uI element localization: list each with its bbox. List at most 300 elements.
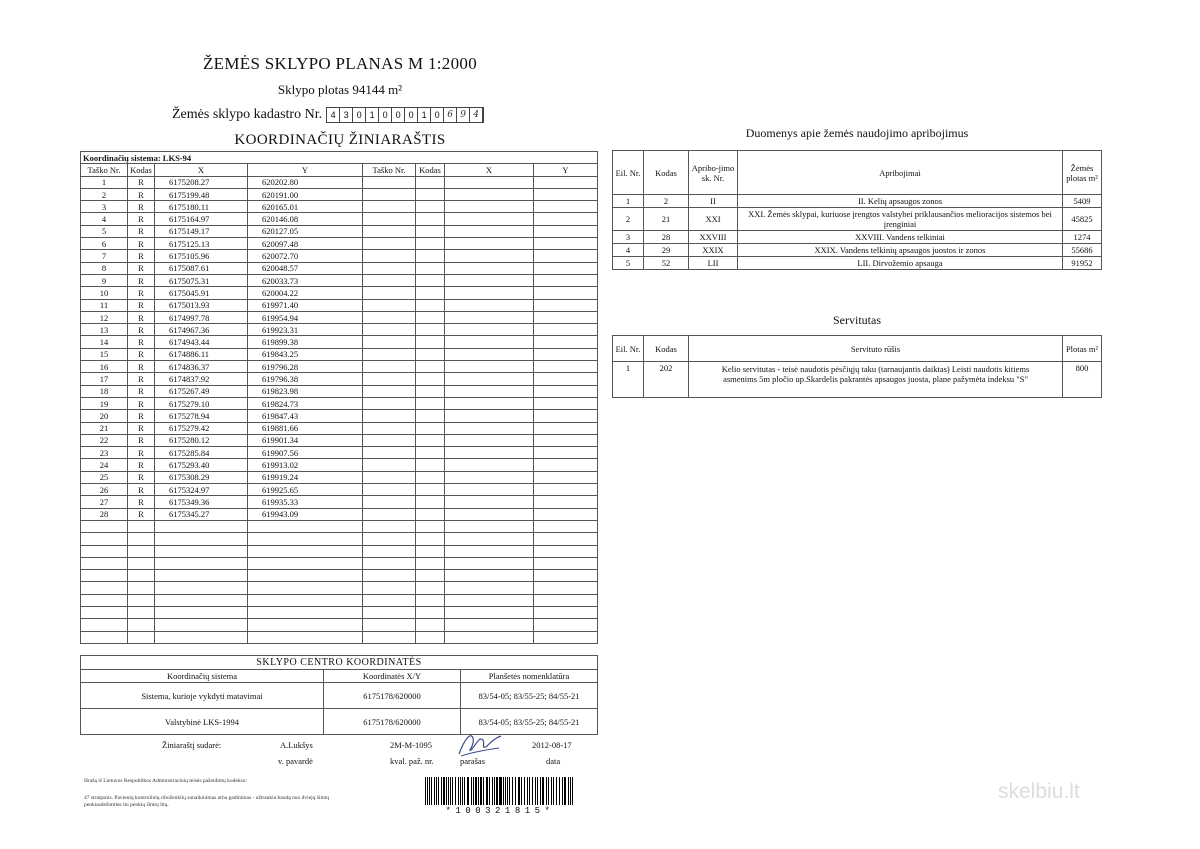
table-cell: 619971.40 — [248, 299, 363, 311]
footnote-line: 47 straipsnis. Pavienių kontrolinių riboženklių sunaikinimas arba gadinimas - užtraukia baudą nuo dviejų šimtų penkiasdešimties iki penkių šimtų litų. — [84, 795, 330, 808]
table-cell — [416, 262, 445, 274]
license-caption: kval. paž. nr. — [390, 756, 434, 766]
table-cell — [416, 594, 445, 606]
table-cell — [416, 397, 445, 409]
table-cell: 21 — [644, 208, 689, 231]
table-cell — [416, 213, 445, 225]
table-cell: LII. Dirvožemio apsauga — [738, 257, 1063, 270]
table-cell — [416, 299, 445, 311]
table-cell — [416, 520, 445, 532]
table-cell: 4 — [81, 213, 128, 225]
table-cell: 15 — [81, 348, 128, 360]
table-cell — [534, 299, 598, 311]
table-cell: 6174943.44 — [155, 336, 248, 348]
table-cell: 6175208.27 — [155, 176, 248, 188]
table-cell — [416, 508, 445, 520]
table-cell: 6175125.13 — [155, 238, 248, 250]
table-cell — [248, 570, 363, 582]
table-cell — [534, 582, 598, 594]
table-cell: 20 — [81, 410, 128, 422]
table-row — [81, 545, 598, 557]
table-cell — [445, 361, 534, 373]
table-cell — [534, 447, 598, 459]
table-cell — [534, 631, 598, 643]
table-cell — [534, 570, 598, 582]
table-cell — [416, 361, 445, 373]
table-cell — [445, 311, 534, 323]
table-cell — [534, 213, 598, 225]
table-row — [81, 471, 598, 483]
table-row — [613, 362, 1102, 398]
table-cell: 45825 — [1063, 208, 1102, 231]
table-cell: 6175349.36 — [155, 496, 248, 508]
table-row — [81, 213, 598, 225]
table-cell — [416, 225, 445, 237]
table-cell: 619796.38 — [248, 373, 363, 385]
table-cell: R — [128, 311, 155, 323]
cadastre-digit: 0 — [379, 108, 392, 122]
legal-footnote — [84, 778, 344, 809]
table-cell — [445, 594, 534, 606]
table-cell — [248, 619, 363, 631]
table-cell: R — [128, 422, 155, 434]
table-cell: R — [128, 324, 155, 336]
restr-header: Kodas — [644, 151, 689, 195]
table-cell — [534, 410, 598, 422]
table-cell — [416, 422, 445, 434]
restr-header: Eil. Nr. — [613, 151, 644, 195]
col-header: Kodas — [128, 164, 155, 176]
table-cell — [534, 545, 598, 557]
table-cell — [128, 582, 155, 594]
table-cell: 2 — [644, 195, 689, 208]
table-cell — [363, 213, 416, 225]
table-cell — [363, 201, 416, 213]
table-cell: 620004.22 — [248, 287, 363, 299]
table-cell: 6174997.78 — [155, 311, 248, 323]
table-cell — [445, 459, 534, 471]
table-row — [81, 238, 598, 250]
table-cell — [155, 520, 248, 532]
table-row — [81, 447, 598, 459]
table-cell: 16 — [81, 361, 128, 373]
table-cell — [363, 348, 416, 360]
table-cell: R — [128, 176, 155, 188]
document-title: ŽEMĖS SKLYPO PLANAS M 1:2000 — [202, 54, 477, 73]
table-cell — [363, 250, 416, 262]
table-cell: R — [128, 201, 155, 213]
table-cell — [445, 619, 534, 631]
table-cell: 619935.33 — [248, 496, 363, 508]
table-cell — [363, 570, 416, 582]
cadastre-digit: 4 — [470, 108, 483, 122]
table-cell: 28 — [644, 231, 689, 244]
table-cell — [416, 385, 445, 397]
table-cell: 6174836.37 — [155, 361, 248, 373]
table-cell — [445, 336, 534, 348]
table-cell — [81, 619, 128, 631]
table-cell — [416, 274, 445, 286]
table-cell — [534, 471, 598, 483]
table-cell — [363, 287, 416, 299]
table-row — [81, 188, 598, 200]
table-cell — [363, 311, 416, 323]
table-row — [81, 225, 598, 237]
table-cell: 6175087.61 — [155, 262, 248, 274]
table-cell — [445, 508, 534, 520]
table-cell — [363, 324, 416, 336]
table-cell — [416, 373, 445, 385]
table-cell: 619796.28 — [248, 361, 363, 373]
center-cell: 6175178/620000 — [324, 709, 461, 735]
compiler-name: A.Lukšys — [280, 740, 313, 750]
table-cell — [445, 570, 534, 582]
table-cell — [445, 373, 534, 385]
table-cell — [416, 631, 445, 643]
table-cell — [81, 606, 128, 618]
table-cell — [155, 557, 248, 569]
center-cell: 83/54-05; 83/55-25; 84/55-21 — [461, 683, 598, 709]
table-cell — [155, 594, 248, 606]
table-cell — [445, 201, 534, 213]
table-cell — [416, 582, 445, 594]
compiler-name-caption: v. pavardė — [278, 756, 313, 766]
table-cell: 619923.31 — [248, 324, 363, 336]
table-cell — [534, 594, 598, 606]
table-cell: 6174886.11 — [155, 348, 248, 360]
table-cell: 5 — [81, 225, 128, 237]
table-cell — [363, 176, 416, 188]
col-header: Kodas — [416, 164, 445, 176]
table-cell — [363, 496, 416, 508]
table-cell: 2 — [613, 208, 644, 231]
table-cell — [445, 385, 534, 397]
table-row — [81, 410, 598, 422]
table-cell: 6175345.27 — [155, 508, 248, 520]
table-cell — [81, 582, 128, 594]
table-cell: 28 — [81, 508, 128, 520]
table-row — [613, 244, 1102, 257]
table-cell: R — [128, 262, 155, 274]
table-cell — [445, 287, 534, 299]
table-cell: 620202.80 — [248, 176, 363, 188]
table-cell: R — [128, 447, 155, 459]
center-cell: Valstybinė LKS-1994 — [81, 709, 324, 735]
table-cell — [155, 619, 248, 631]
table-cell: 6175075.31 — [155, 274, 248, 286]
center-header: Koordinačių sistema — [81, 670, 324, 683]
table-cell — [534, 324, 598, 336]
table-cell — [445, 422, 534, 434]
table-cell — [416, 434, 445, 446]
table-cell: 620191.00 — [248, 188, 363, 200]
compiled-date: 2012-08-17 — [532, 740, 572, 750]
table-cell — [81, 533, 128, 545]
barcode-number: *100321815* — [445, 806, 555, 816]
watermark: skelbiu.lt — [998, 780, 1080, 803]
table-cell: R — [128, 459, 155, 471]
table-cell — [445, 434, 534, 446]
table-cell — [445, 176, 534, 188]
table-cell: 1 — [613, 195, 644, 208]
table-cell — [445, 520, 534, 532]
table-cell — [534, 373, 598, 385]
table-cell: 3 — [81, 201, 128, 213]
table-cell: 6175199.48 — [155, 188, 248, 200]
table-cell — [416, 545, 445, 557]
table-cell — [534, 606, 598, 618]
table-cell: XXI. Žemės sklypai, kuriuose įrengtos valstybei priklausančios melioracijos sistemos bei įrenginiai — [738, 208, 1063, 231]
table-cell: R — [128, 410, 155, 422]
table-cell: R — [128, 250, 155, 262]
table-cell: R — [128, 496, 155, 508]
table-cell — [534, 459, 598, 471]
table-cell: 620127.05 — [248, 225, 363, 237]
table-cell: 202 — [644, 362, 689, 398]
table-cell — [534, 496, 598, 508]
table-cell — [416, 471, 445, 483]
table-cell: 6175279.10 — [155, 397, 248, 409]
coordinate-system-label: Koordinačių sistema: LKS-94 — [81, 152, 598, 164]
table-cell: 6175293.40 — [155, 459, 248, 471]
table-cell — [445, 447, 534, 459]
cadastre-digit: 3 — [340, 108, 353, 122]
table-cell — [363, 447, 416, 459]
table-cell: 619925.65 — [248, 484, 363, 496]
table-cell — [363, 336, 416, 348]
table-cell: 12 — [81, 311, 128, 323]
table-cell — [445, 496, 534, 508]
table-cell: 3 — [613, 231, 644, 244]
table-cell — [416, 570, 445, 582]
table-cell — [363, 410, 416, 422]
table-row — [81, 606, 598, 618]
table-cell: 619901.34 — [248, 434, 363, 446]
table-cell — [445, 274, 534, 286]
table-cell — [363, 459, 416, 471]
table-cell — [416, 348, 445, 360]
center-coordinates-table — [80, 655, 598, 735]
table-row — [81, 348, 598, 360]
table-cell: 11 — [81, 299, 128, 311]
table-cell: II. Kelių apsaugos zonos — [738, 195, 1063, 208]
table-cell — [416, 188, 445, 200]
table-cell: 23 — [81, 447, 128, 459]
table-row — [81, 336, 598, 348]
table-cell — [363, 434, 416, 446]
table-cell — [363, 631, 416, 643]
table-cell: R — [128, 373, 155, 385]
table-cell — [416, 557, 445, 569]
serv-header: Eil. Nr. — [613, 336, 644, 362]
table-row — [81, 459, 598, 471]
table-cell — [155, 606, 248, 618]
table-cell — [363, 274, 416, 286]
table-cell — [445, 324, 534, 336]
plot-area: Sklypo plotas 94144 m² — [277, 82, 403, 97]
col-header: X — [445, 164, 534, 176]
table-cell: 17 — [81, 373, 128, 385]
table-row — [81, 582, 598, 594]
table-cell — [534, 238, 598, 250]
table-row — [81, 201, 598, 213]
table-row — [81, 619, 598, 631]
table-cell — [534, 520, 598, 532]
col-header: Taško Nr. — [363, 164, 416, 176]
col-header: Y — [534, 164, 598, 176]
table-cell: 619881.66 — [248, 422, 363, 434]
table-cell: 6175278.94 — [155, 410, 248, 422]
table-row — [613, 208, 1102, 231]
table-cell — [534, 348, 598, 360]
table-cell: R — [128, 361, 155, 373]
table-cell: 27 — [81, 496, 128, 508]
table-cell — [363, 262, 416, 274]
cadastre-digit: 0 — [392, 108, 405, 122]
cadastre-digit: 0 — [431, 108, 444, 122]
section-title: KOORDINAČIŲ ŽINIARAŠTIS — [234, 132, 446, 148]
table-cell — [81, 520, 128, 532]
table-cell: 29 — [644, 244, 689, 257]
table-cell — [534, 225, 598, 237]
table-cell: 620146.08 — [248, 213, 363, 225]
table-cell — [416, 410, 445, 422]
table-cell — [128, 619, 155, 631]
table-row — [81, 361, 598, 373]
table-cell: R — [128, 238, 155, 250]
table-cell: 6175280.12 — [155, 434, 248, 446]
table-cell: 4 — [613, 244, 644, 257]
table-cell — [445, 533, 534, 545]
table-cell — [445, 631, 534, 643]
table-cell: R — [128, 299, 155, 311]
table-cell: 620165.01 — [248, 201, 363, 213]
cadastre-digit: 1 — [418, 108, 431, 122]
table-cell — [363, 299, 416, 311]
table-cell: R — [128, 397, 155, 409]
table-row — [81, 385, 598, 397]
table-cell: 19 — [81, 397, 128, 409]
table-cell — [248, 557, 363, 569]
table-row — [81, 373, 598, 385]
table-cell — [445, 250, 534, 262]
table-cell: 2 — [81, 188, 128, 200]
table-cell — [363, 545, 416, 557]
table-cell: 619954.94 — [248, 311, 363, 323]
table-cell — [416, 619, 445, 631]
table-cell: 800 — [1063, 362, 1102, 398]
table-cell: 24 — [81, 459, 128, 471]
table-cell: 619824.73 — [248, 397, 363, 409]
table-cell — [155, 533, 248, 545]
table-cell — [445, 582, 534, 594]
table-cell — [416, 238, 445, 250]
table-cell: 619847.43 — [248, 410, 363, 422]
table-row — [81, 299, 598, 311]
table-cell: 18 — [81, 385, 128, 397]
table-cell: R — [128, 336, 155, 348]
table-row — [81, 311, 598, 323]
table-cell: R — [128, 471, 155, 483]
table-cell: 25 — [81, 471, 128, 483]
table-row — [81, 520, 598, 532]
table-cell — [128, 606, 155, 618]
table-row — [81, 631, 598, 643]
table-cell — [248, 631, 363, 643]
serv-header: Plotas m² — [1063, 336, 1102, 362]
table-cell: R — [128, 225, 155, 237]
serv-header: Servituto rūšis — [689, 336, 1063, 362]
table-cell — [534, 533, 598, 545]
table-cell — [534, 361, 598, 373]
table-cell — [445, 348, 534, 360]
table-cell — [534, 557, 598, 569]
cadastre-digit: 0 — [353, 108, 366, 122]
table-cell: 6175267.49 — [155, 385, 248, 397]
table-cell: 6175045.91 — [155, 287, 248, 299]
table-cell — [416, 287, 445, 299]
col-header: Taško Nr. — [81, 164, 128, 176]
table-cell: 9 — [81, 274, 128, 286]
table-cell: 6175105.96 — [155, 250, 248, 262]
table-cell: 7 — [81, 250, 128, 262]
table-cell: R — [128, 188, 155, 200]
table-row — [81, 287, 598, 299]
table-cell — [363, 484, 416, 496]
center-header: Planšetės nomenklatūra — [461, 670, 598, 683]
table-cell — [445, 397, 534, 409]
table-cell: 6 — [81, 238, 128, 250]
table-cell: Kelio servitutas - teisė naudotis pėsčiųjų taku (tarnaujantis daiktas) Leisti naudotis kitiems asmenims 5m pločio up.Skardelis pakrantės apsaugos juosta, plane pažymėta indeksu "S" — [689, 362, 1063, 398]
table-row — [613, 231, 1102, 244]
table-cell: 620097.48 — [248, 238, 363, 250]
compiled-by-label: Žiniaraštį sudarė: — [162, 740, 222, 750]
table-row — [81, 274, 598, 286]
table-cell — [534, 508, 598, 520]
table-cell — [363, 225, 416, 237]
table-cell: R — [128, 434, 155, 446]
signature-caption: parašas — [460, 756, 486, 766]
table-cell — [363, 361, 416, 373]
table-cell: 6174967.36 — [155, 324, 248, 336]
license-number: 2M-M-1095 — [390, 740, 433, 750]
col-header: X — [155, 164, 248, 176]
table-cell — [416, 176, 445, 188]
cadastre-digit: 0 — [405, 108, 418, 122]
table-row — [81, 397, 598, 409]
table-cell — [445, 238, 534, 250]
table-cell — [416, 336, 445, 348]
table-cell: 91952 — [1063, 257, 1102, 270]
cadastre-label: Žemės sklypo kadastro Nr. — [172, 107, 323, 122]
table-cell: 55686 — [1063, 244, 1102, 257]
table-cell — [155, 570, 248, 582]
table-row — [81, 262, 598, 274]
center-cell: 6175178/620000 — [324, 683, 461, 709]
table-cell: 6175164.97 — [155, 213, 248, 225]
cadastre-digit: 6 — [444, 108, 457, 122]
table-cell — [248, 594, 363, 606]
table-cell — [534, 176, 598, 188]
table-cell: 619899.38 — [248, 336, 363, 348]
table-cell — [445, 606, 534, 618]
table-cell — [445, 410, 534, 422]
table-cell: 1 — [81, 176, 128, 188]
center-header: Koordinatės X/Y — [324, 670, 461, 683]
table-cell: R — [128, 274, 155, 286]
table-cell: R — [128, 213, 155, 225]
table-row — [81, 484, 598, 496]
